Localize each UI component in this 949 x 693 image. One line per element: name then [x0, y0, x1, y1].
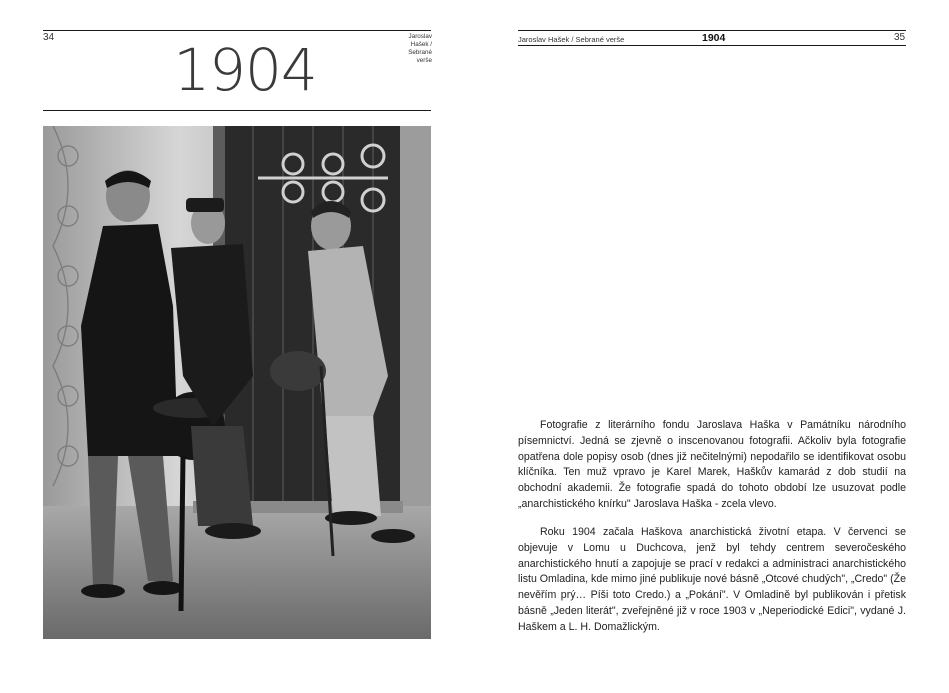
photo-illustration — [43, 126, 431, 639]
header-year: 1904 — [702, 32, 726, 44]
chapter-year-title: 1904 — [173, 36, 317, 104]
paragraph-1: Fotografie z literárního fondu Jaroslava Haška v Památníku národního písemnictví. Jedná se zjevně o inscenovanou fotografii. Ačkoliv byla fotografie opatřena dole popisy osob (dnes již nečitelnými) nepodařilo se identifikovat osobu klíčníka. Ten muž vpravo je Karel Marek, Haškův kamarád z dob studií na obchodní akademii. Že fotografie spadá do tohoto období lze usuzovat podle „anarchistického knírku" Jaroslava Haška - zcela vlevo. — [518, 419, 906, 510]
historical-photograph — [43, 126, 431, 639]
top-rule-right-upper — [518, 30, 906, 31]
paragraph-2: Roku 1904 začala Haškova anarchistická životní etapa. V červenci se objevuje v Lomu u Duchcova, jenž byl tehdy centrem severočeského anarchistického hnutí a zapojuje se prací v redakci a administraci anarchistického listu Omladina, kde mimo jiné publikuje nové básně „Otcové chudých", „Credo" (Že nevěřím prý… Píši toto Credo.) a „Pokání". V Omladině byl publikován i přetisk básně „Jeden literát", zveřejněné již v roce 1903 v „Neperiodické Edici", vydané J. Haškem a L. H. Domažlickým. — [518, 526, 906, 633]
title-rule — [43, 110, 431, 111]
history-paragraph — [518, 525, 906, 636]
photo-caption-paragraph — [518, 418, 906, 513]
top-rule-right-lower — [518, 45, 906, 46]
running-header-left: Jaroslav Hašek / Sebrané verše — [408, 33, 432, 64]
page-number-left: 34 — [43, 32, 55, 43]
top-rule-left — [43, 30, 431, 31]
page-number-right: 35 — [894, 32, 906, 43]
running-header-right: Jaroslav Hašek / Sebrané verše — [518, 35, 625, 44]
